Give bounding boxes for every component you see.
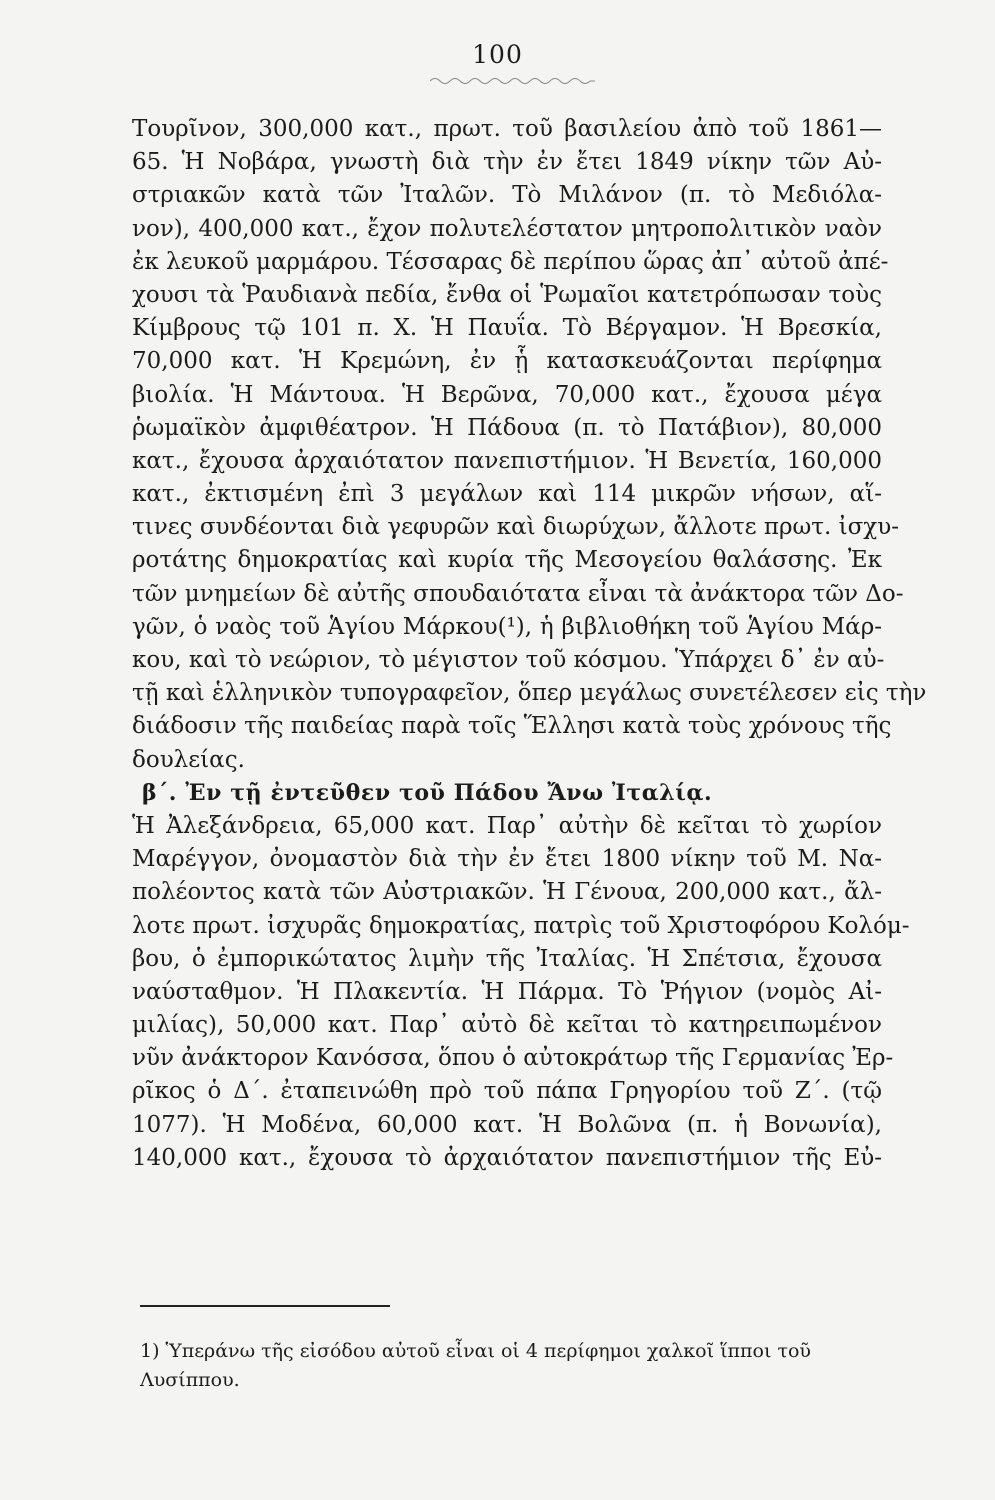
text-line: στριακῶν κατὰ τῶν Ἰταλῶν. Τὸ Μιλάνον (π. τὸ Μεδιόλα-: [132, 182, 882, 209]
text-line: Ἡ Ἀλεξάνδρεια, 65,000 κατ. Παρ᾽ αὐτὴν δὲ κεῖται τὸ χωρίον: [132, 812, 882, 839]
page-number: 100: [472, 40, 523, 69]
text-line: χουσι τὰ Ῥαυδιανὰ πεδία, ἔνθα οἱ Ῥωμαῖοι κατετρόπωσαν τοὺς: [132, 281, 882, 308]
text-line: 65. Ἡ Νοβάρα, γνωστὴ διὰ τὴν ἐν ἔτει 1849 νίκην τῶν Αὐ-: [132, 149, 882, 176]
footnote-line: Λυσίππου.: [140, 1369, 240, 1391]
text-line: Μαρέγγον, ὀνομαστὸν διὰ τὴν ἐν ἔτει 1800 νίκην τοῦ Μ. Να-: [132, 846, 882, 873]
text-line: ναύσταθμον. Ἡ Πλακεντία. Ἡ Πάρμα. Τὸ Ῥήγιον (νομὸς Αἰ-: [132, 978, 882, 1005]
text-line: πολέοντος κατὰ τῶν Αὐστριακῶν. Ἡ Γένουα, 200,000 κατ., ἄλ-: [132, 879, 882, 906]
text-line: λοτε πρωτ. ἰσχυρᾶς δημοκρατίας, πατρὶς τοῦ Χριστοφόρου Κολόμ-: [132, 912, 910, 939]
text-line: ροτάτης δημοκρατίας καὶ κυρία τῆς Μεσογείου θαλάσσης. Ἐκ: [132, 547, 882, 574]
text-line: κου, καὶ τὸ νεώριον, τὸ μέγιστον τοῦ κόσμου. Ὑπάρχει δ᾽ ἐν αὐ-: [132, 647, 885, 673]
text-line: τῶν μνημείων δὲ αὐτῆς σπουδαιότατα εἶναι τὰ ἀνάκτορα τῶν Δο-: [132, 580, 904, 607]
text-line: δουλείας.: [132, 746, 245, 773]
text-line: διάδοσιν τῆς παιδείας παρὰ τοῖς Ἕλλησι κατὰ τοὺς χρόνους τῆς: [132, 713, 892, 740]
wavy-ornament: [430, 76, 595, 86]
text-line: βιολία. Ἡ Μάντουα. Ἡ Βερῶνα, 70,000 κατ., ἔχουσα μέγα: [132, 381, 882, 408]
text-line: ρῖκος ὁ Δ΄. ἐταπεινώθη πρὸ τοῦ πάπα Γρηγορίου τοῦ Ζ΄. (τῷ: [132, 1078, 882, 1105]
footnote-line: 1) Ὑπεράνω τῆς εἰσόδου αὐτοῦ εἶναι οἱ 4 περίφημοι χαλκοῖ ἵπποι τοῦ: [140, 1340, 811, 1362]
text-line: βου, ὁ ἐμπορικώτατος λιμὴν τῆς Ἰταλίας. Ἡ Σπέτσια, ἔχουσα: [132, 945, 882, 972]
section-heading: β΄. Ἐν τῇ ἐντεῦθεν τοῦ Πάδου Ἄνω Ἰταλίᾳ.: [142, 779, 713, 806]
text-line: κατ., ἔχουσα ἀρχαιότατον πανεπιστήμιον. Ἡ Βενετία, 160,000: [132, 447, 882, 474]
body-text: [132, 113, 927, 1175]
text-line: 70,000 κατ. Ἡ Κρεμώνη, ἐν ᾗ κατασκευάζονται περίφημα: [132, 348, 882, 375]
text-line: κατ., ἐκτισμένη ἐπὶ 3 μεγάλων καὶ 114 μικρῶν νήσων, αἵ-: [132, 481, 882, 508]
footnote: [140, 1337, 880, 1395]
text-line: μιλίας), 50,000 κατ. Παρ᾽ αὐτὸ δὲ κεῖται τὸ κατηρειπωμένον: [132, 1012, 882, 1039]
text-line: νον), 400,000 κατ., ἔχον πολυτελέστατον μητροπολιτικὸν ναὸν: [132, 215, 882, 242]
footnote-rule: [140, 1305, 390, 1307]
text-line: γῶν, ὁ ναὸς τοῦ Ἁγίου Μάρκου(¹), ἡ βιβλιοθήκη τοῦ Ἁγίου Μάρ-: [132, 613, 882, 640]
text-line: 1077). Ἡ Μοδένα, 60,000 κατ. Ἡ Βολῶνα (π. ἡ Βονωνία),: [132, 1111, 882, 1138]
text-line: τινες συνδέονται διὰ γεφυρῶν καὶ διωρύχων, ἄλλοτε πρωτ. ἰσχυ-: [132, 514, 899, 541]
text-line: 140,000 κατ., ἔχουσα τὸ ἀρχαιότατον πανεπιστήμιον τῆς Εὐ-: [132, 1144, 882, 1171]
text-line: Τουρῖνον, 300,000 κατ., πρωτ. τοῦ βασιλείου ἀπὸ τοῦ 1861—: [132, 116, 882, 142]
text-line: τῇ καὶ ἑλληνικὸν τυπογραφεῖον, ὅπερ μεγάλως συνετέλεσεν εἰς τὴν: [132, 680, 927, 707]
text-line: Κίμβρους τῷ 101 π. Χ. Ἡ Παυΐα. Τὸ Βέργαμον. Ἡ Βρεσκία,: [132, 315, 882, 342]
text-line: ἐκ λευκοῦ μαρμάρου. Τέσσαρας δὲ περίπου ὥρας ἀπ᾽ αὐτοῦ ἀπέ-: [132, 248, 889, 275]
text-line: νῦν ἀνάκτορον Κανόσσα, ὅπου ὁ αὐτοκράτωρ τῆς Γερμανίας Ἐρ-: [132, 1045, 894, 1072]
text-line: ῥωμαϊκὸν ἀμφιθέατρον. Ἡ Πάδουα (π. τὸ Πατάβιον), 80,000: [132, 414, 882, 441]
